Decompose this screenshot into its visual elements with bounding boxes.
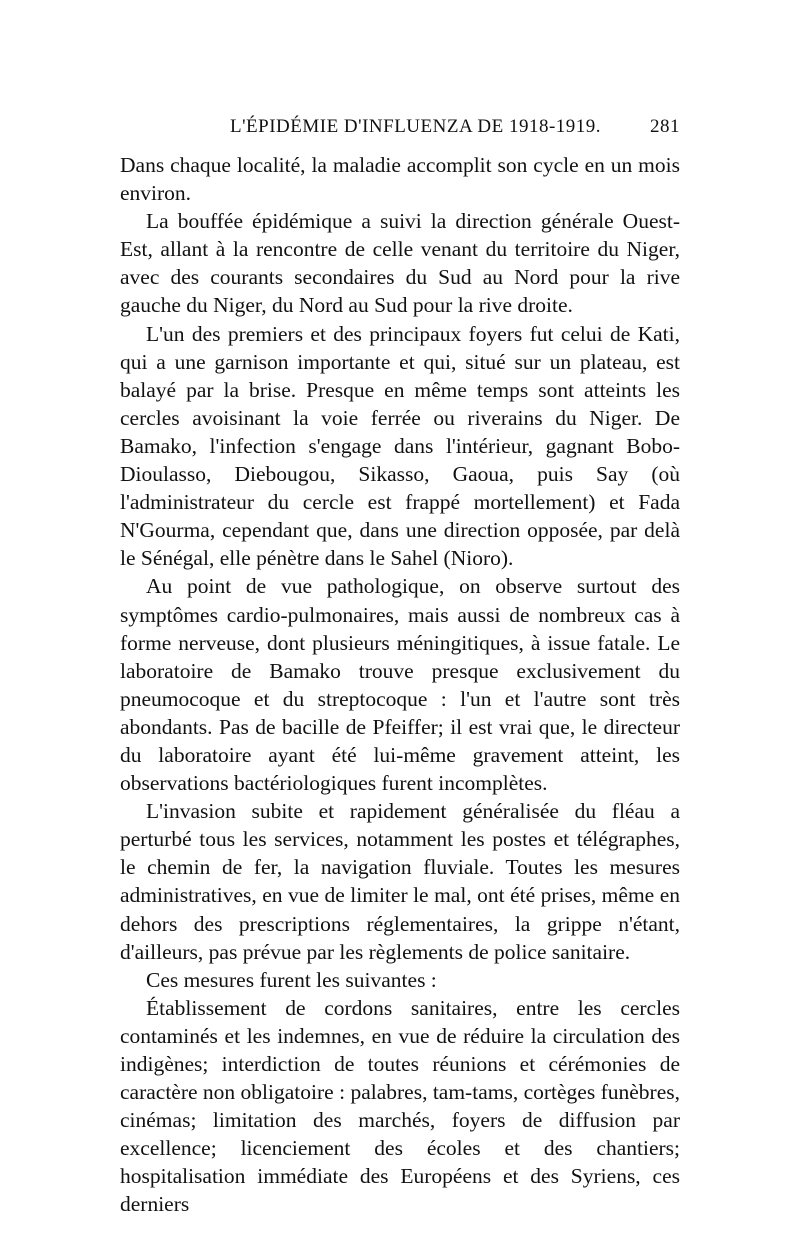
- running-head: [120, 116, 680, 146]
- paragraph-5: L'invasion subite et rapidement généralisée du fléau a perturbé tous les services, notamment les postes et télégraphes, le chemin de fer, la navigation fluviale. Toutes les mesures administratives, en vue de limiter le mal, ont été prises, même en dehors des prescriptions réglementaires, la grippe n'étant, d'ailleurs, pas prévue par les règlements de police sanitaire.: [120, 799, 680, 964]
- paragraph-2: La bouffée épidémique a suivi la direction générale Ouest-Est, allant à la rencontre de celle venant du territoire du Niger, avec des courants secondaires du Sud au Nord pour la rive gauche du Niger, du Nord au Sud pour la rive droite.: [120, 209, 680, 318]
- paragraph-4: Au point de vue pathologique, on observe surtout des symptômes cardio-pulmonaires, mais aussi de nombreux cas à forme nerveuse, dont plusieurs méningitiques, à issue fatale. Le laboratoire de Bamako trouve presque exclusivement du pneumocoque et du streptocoque : l'un et l'autre sont très abondants. Pas de bacille de Pfeiffer; il est vrai que, le directeur du laboratoire ayant été lui-même gravement atteint, les observations bactériologiques furent incomplètes.: [120, 574, 680, 796]
- running-title: L'ÉPIDÉMIE D'INFLUENZA DE 1918-1919.: [230, 116, 602, 137]
- body-text: [120, 151, 680, 1219]
- paragraph-6: Ces mesures furent les suivantes :: [146, 967, 437, 992]
- paragraph-7: Établissement de cordons sanitaires, entre les cercles contaminés et les indemnes, en vue de réduire la circulation des indigènes; interdiction de toutes réunions et cérémonies de caractère non obligatoire : palabres, tam-tams, cortèges funèbres, cinémas; limitation des marchés, foyers de diffusion par excellence; licenciement des écoles et des chantiers; hospitalisation immédiate des Européens et des Syriens, ces derniers: [120, 995, 680, 1217]
- page-number: 281: [650, 116, 680, 137]
- paragraph-1: Dans chaque localité, la maladie accomplit son cycle en un mois environ.: [120, 153, 680, 206]
- paragraph-3: L'un des premiers et des principaux foyers fut celui de Kati, qui a une garnison importante et qui, situé sur un plateau, est balayé par la brise. Presque en même temps sont atteints les cercles avoisinant la voie ferrée ou riverains du Niger. De Bamako, l'infection s'engage dans l'intérieur, gagnant Bobo-Dioulasso, Diebougou, Sikasso, Gaoua, puis Say (où l'administrateur du cercle est frappé mortellement) et Fada N'Gourma, cependant que, dans une direction opposée, par delà le Sénégal, elle pénètre dans le Sahel (Nioro).: [120, 321, 680, 571]
